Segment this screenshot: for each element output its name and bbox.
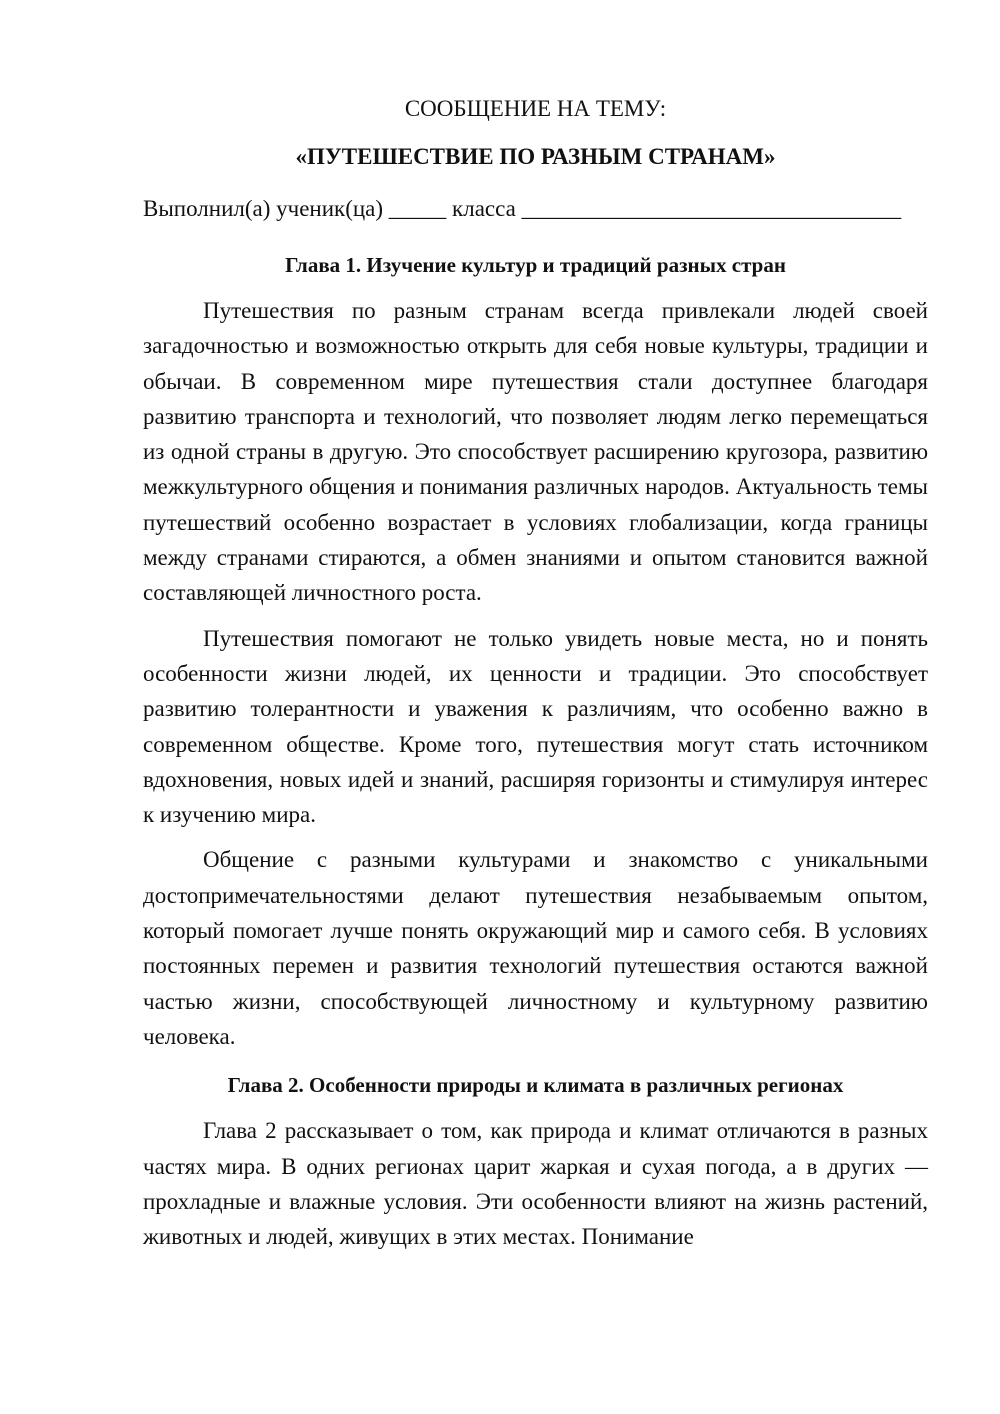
document-page [143,92,928,1254]
chapter-1-paragraph-2: Путешествия помогают не только увидеть новые места, но и понять особенности жизни людей, их ценности и традиции. Это способствует развитию толерантности и уважения к различиям, что особенно важно в современном обществе. Кроме того, путешествия могут стать источником вдохновения, новых идей и знаний, расширяя горизонты и стимулируя интерес к изучению мира. [143,625,928,828]
chapter-2-heading: Глава 2. Особенности природы и климата в различных регионах [227,1073,844,1098]
author-line: Выполнил(а) ученик(ца) _____ класса _________________________________ [143,196,902,221]
chapter-1-paragraph-3: Общение с разными культурами и знакомство с уникальными достопримечательностями делают путешествия незабываемым опытом, который помогает лучше понять окружающий мир и самого себя. В условиях постоянных перемен и развития технологий путешествия остаются важной частью жизни, способствующей личностному и культурному развитию человека. [143,847,928,1049]
chapter-1-paragraph-1: Путешествия по разным странам всегда привлекали людей своей загадочностью и возможностью открыть для себя новые культуры, традиции и обычаи. В современном мире путешествия стали доступнее благодаря развитию транспорта и технологий, что позволяет людям легко перемещаться из одной страны в другую. Это способствует расширению кругозора, развитию межкультурного общения и понимания различных народов. Актуальность темы путешествий особенно возрастает в условиях глобализации, когда границы между странами стираются, а обмен знаниями и опытом становится важной составляющей личностного роста. [143,298,928,606]
title-line-1: СООБЩЕНИЕ НА ТЕМУ: [404,96,667,121]
chapter-2-paragraph-1: Глава 2 рассказывает о том, как природа и климат отличаются в разных частях мира. В одних регионах царит жаркая и сухая погода, а в других — прохладные и влажные условия. Эти особенности влияют на жизнь растений, животных и людей, живущих в этих местах. Понимание [143,1118,928,1250]
chapter-1-heading: Глава 1. Изучение культур и традиций разных стран [285,253,786,277]
title-line-2: «ПУТЕШЕСТВИЕ ПО РАЗНЫМ СТРАНАМ» [295,144,776,169]
